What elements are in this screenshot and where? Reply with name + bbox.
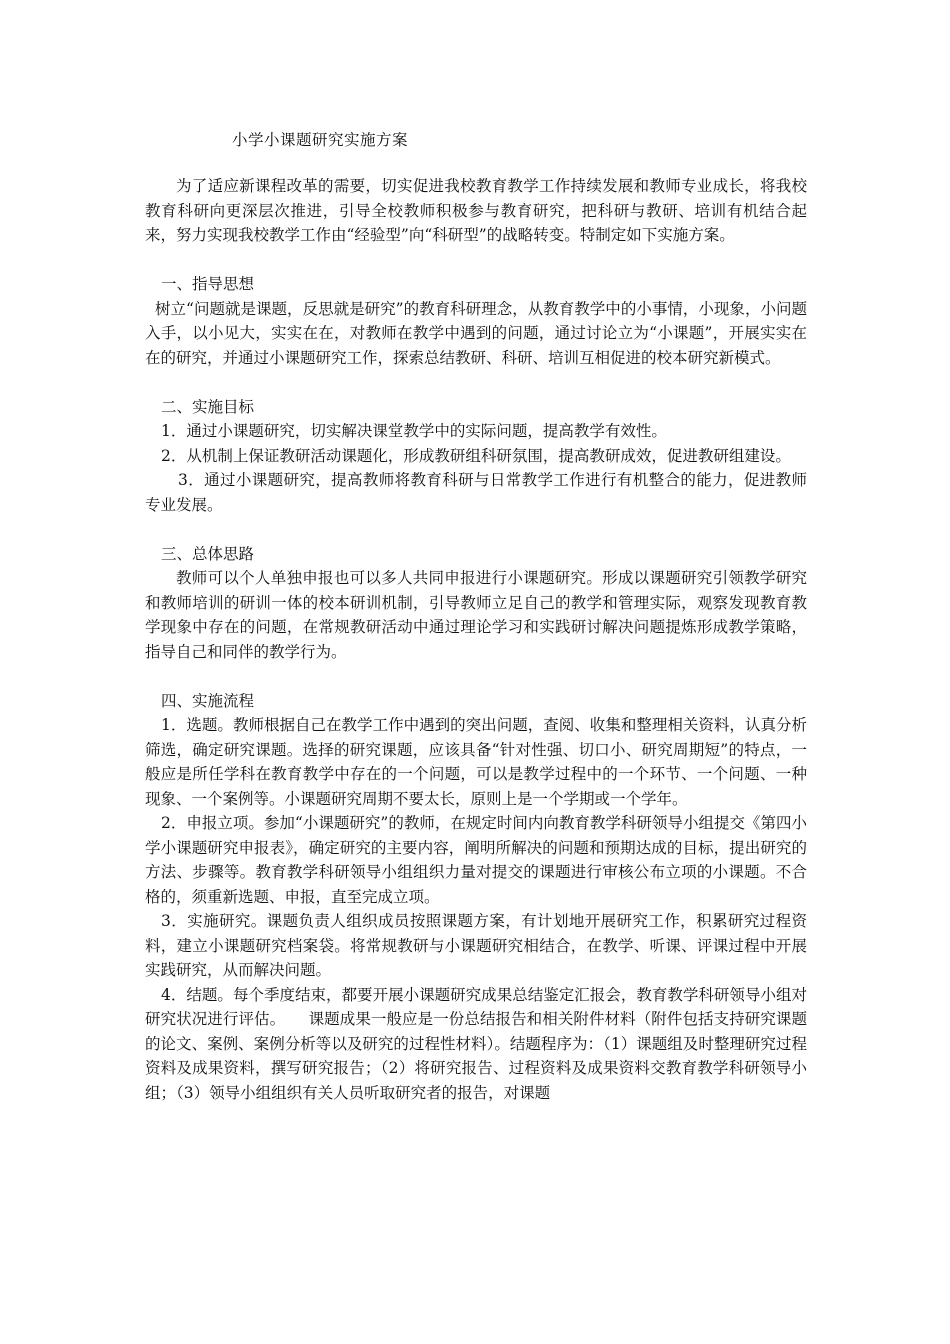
intro-paragraph: 为了适应新课程改革的需要，切实促进我校教育教学工作持续发展和教师专业成长，将我校教育科研向更深层次推进，引导全校教师积极参与教育研究，把科研与教研、培训有机结合起来，努力实现我校教学工作由“经验型”向“科研型”的战略转变。特制定如下实施方案。 bbox=[145, 177, 807, 244]
process-step: 3．实施研究。课题负责人组织成员按照课题方案，有计划地开展研究工作，积累研究过程资料，建立小课题研究档案袋。将常规教研与小课题研究相结合，在教学、听课、评课过程中开展实践研究，从而解决问题。 bbox=[145, 912, 807, 979]
document-body bbox=[145, 174, 807, 1105]
spacer bbox=[145, 248, 807, 273]
spacer bbox=[145, 370, 807, 395]
section-heading-goals: 二、实施目标 bbox=[161, 397, 255, 416]
section-heading-guiding-thought: 一、指导思想 bbox=[161, 275, 255, 293]
spacer bbox=[145, 517, 807, 542]
guiding-thought-paragraph: 树立“问题就是课题，反思就是研究”的教育科研理念，从教育教学中的小事情，小现象，小问题入手，以小见大，实实在在，对教师在教学中遇到的问题，通过讨论立为“小课题”，开展实实在在的研究，并通过小课题研究工作，探索总结教研、科研、培训互相促进的校本研究新模式。 bbox=[145, 299, 807, 367]
goal-item: 1．通过小课题研究，切实解决课堂教学中的实际问题，提高教学有效性。 bbox=[161, 422, 667, 440]
process-step: 4．结题。每个季度结束，都要开展小课题研究成果总结鉴定汇报会，教育教学科研领导小组对研究状况进行评估。 课题成果一般应是一份总结报告和相关附件材料（附件包括支持研究课题的论文、案例、案例分析等以及研究的过程性材料）。结题程序为：（1）课题组及时整理研究过程资料及成果资料，撰写研究报告；（2）将研究报告、过程资料及成果资料交教育教学科研领导小组；（3）领导小组组织有关人员听取研究者的报告，对课题 bbox=[145, 985, 807, 1102]
goal-item: 2．从机制上保证教研活动课题化，形成教研组科研氛围，提高教研成效，促进教研组建设。 bbox=[161, 446, 791, 465]
process-step: 2．申报立项。参加“小课题研究”的教师，在规定时间内向教育教学科研领导小组提交《第四小学小课题研究申报表》，确定研究的主要内容，阐明所解决的问题和预期达成的目标，提出研究的方法、步骤等。教育教学科研领导小组组织力量对提交的课题进行审核公布立项的小课题。不合格的，须重新选题、申报，直至完成立项。 bbox=[145, 814, 807, 906]
section-heading-process: 四、实施流程 bbox=[161, 691, 255, 710]
process-step: 1．选题。教师根据自己在教学工作中遇到的突出问题，查阅、收集和整理相关资料，认真分析筛选，确定研究课题。选择的研究课题，应该具备“针对性强、切口小、研究周期短”的特点，一般应是所任学科在教育教学中存在的一个问题，可以是教学过程中的一个环节、一个问题、一种现象、一个案例等。小课题研究周期不要太长，原则上是一个学期或一个学年。 bbox=[145, 716, 807, 808]
document-title: 小学小课题研究实施方案 bbox=[232, 131, 409, 149]
spacer bbox=[145, 664, 807, 689]
goal-item: 3．通过小课题研究，提高教师将教育科研与日常教学工作进行有机整合的能力，促进教师专业发展。 bbox=[145, 471, 807, 514]
overall-approach-paragraph: 教师可以个人单独申报也可以多人共同申报进行小课题研究。形成以课题研究引领教学研究和教师培训的研训一体的校本研训机制，引导教师立足自己的教学和管理实际，观察发现教育教学现象中存在的问题，在常规教研活动中通过理论学习和实践研讨解决问题提炼形成教学策略，指导自己和同伴的教学行为。 bbox=[145, 569, 807, 661]
section-heading-overall-approach: 三、总体思路 bbox=[161, 544, 255, 563]
